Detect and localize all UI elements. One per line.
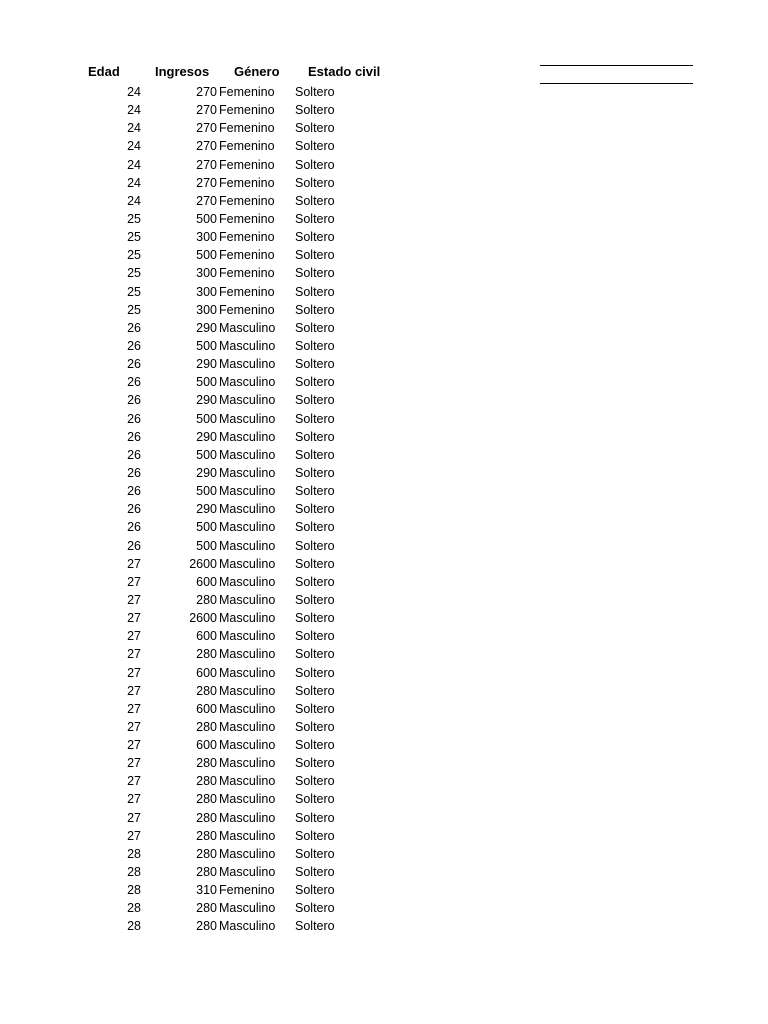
cell-ingresos[interactable]: 500 [196, 484, 217, 499]
cell-ingresos[interactable]: 310 [196, 883, 217, 898]
table-row [0, 863, 768, 881]
cell-genero[interactable]: Masculino [219, 865, 276, 880]
table-row [0, 827, 768, 845]
cell-genero[interactable]: Masculino [219, 901, 276, 916]
cell-edad[interactable]: 27 [127, 792, 141, 807]
cell-estado-civil[interactable]: Soltero [295, 502, 335, 517]
table-row [0, 518, 768, 536]
cell-estado-civil[interactable]: Soltero [295, 248, 335, 263]
cell-ingresos[interactable]: 300 [196, 284, 217, 299]
table-body [0, 83, 768, 936]
cell-edad[interactable]: 27 [127, 810, 141, 825]
cell-edad[interactable]: 27 [127, 665, 141, 680]
cell-edad[interactable]: 24 [127, 103, 141, 118]
cell-estado-civil[interactable]: Soltero [295, 465, 335, 480]
cell-edad[interactable]: 26 [127, 447, 141, 462]
cell-genero[interactable]: Masculino [219, 774, 276, 789]
cell-estado-civil[interactable]: Soltero [295, 865, 335, 880]
table-row [0, 337, 768, 355]
cell-estado-civil[interactable]: Soltero [295, 828, 335, 843]
table-row [0, 410, 768, 428]
cell-edad[interactable]: 28 [127, 919, 141, 934]
cell-ingresos[interactable]: 270 [196, 121, 217, 136]
cell-ingresos[interactable]: 280 [196, 828, 217, 843]
cell-ingresos[interactable]: 600 [196, 665, 217, 680]
cell-edad[interactable]: 25 [127, 284, 141, 299]
table-row [0, 373, 768, 391]
cell-edad[interactable]: 26 [127, 538, 141, 553]
cell-genero[interactable]: Masculino [219, 556, 276, 571]
cell-estado-civil[interactable]: Soltero [295, 901, 335, 916]
cell-ingresos[interactable]: 280 [196, 810, 217, 825]
cell-genero[interactable]: Masculino [219, 502, 276, 517]
cell-ingresos[interactable]: 500 [196, 211, 217, 226]
cell-genero[interactable]: Femenino [219, 139, 275, 154]
table-row [0, 391, 768, 409]
cell-estado-civil[interactable]: Soltero [295, 411, 335, 426]
cell-edad[interactable]: 27 [127, 592, 141, 607]
column-header-genero[interactable]: Género [234, 64, 280, 79]
table-row [0, 809, 768, 827]
cell-genero[interactable]: Masculino [219, 647, 276, 662]
cell-edad[interactable]: 25 [127, 211, 141, 226]
table-row [0, 192, 768, 210]
cell-ingresos[interactable]: 270 [196, 139, 217, 154]
cell-genero[interactable]: Femenino [219, 211, 275, 226]
cell-estado-civil[interactable]: Soltero [295, 230, 335, 245]
cell-estado-civil[interactable]: Soltero [295, 846, 335, 861]
table-row [0, 428, 768, 446]
cell-genero[interactable]: Masculino [219, 520, 276, 535]
cell-genero[interactable]: Masculino [219, 701, 276, 716]
cell-genero[interactable]: Masculino [219, 611, 276, 626]
cell-edad[interactable]: 26 [127, 338, 141, 353]
cell-genero[interactable]: Masculino [219, 629, 276, 644]
cell-estado-civil[interactable]: Soltero [295, 338, 335, 353]
cell-edad[interactable]: 26 [127, 393, 141, 408]
cell-edad[interactable]: 27 [127, 574, 141, 589]
cell-ingresos[interactable]: 280 [196, 846, 217, 861]
table-row [0, 754, 768, 772]
cell-edad[interactable]: 27 [127, 647, 141, 662]
cell-estado-civil[interactable]: Soltero [295, 883, 335, 898]
cell-ingresos[interactable]: 280 [196, 774, 217, 789]
cell-genero[interactable]: Masculino [219, 810, 276, 825]
cell-genero[interactable]: Femenino [219, 230, 275, 245]
cell-edad[interactable]: 24 [127, 85, 141, 99]
cell-edad[interactable]: 28 [127, 865, 141, 880]
cell-estado-civil[interactable]: Soltero [295, 85, 335, 99]
cell-edad[interactable]: 26 [127, 484, 141, 499]
cell-edad[interactable]: 27 [127, 774, 141, 789]
table-row [0, 917, 768, 935]
divider-line-top [540, 65, 693, 66]
cell-edad[interactable]: 27 [127, 629, 141, 644]
cell-edad[interactable]: 26 [127, 465, 141, 480]
cell-ingresos[interactable]: 280 [196, 719, 217, 734]
cell-edad[interactable]: 26 [127, 375, 141, 390]
table-header-row [0, 64, 768, 82]
table-row [0, 881, 768, 899]
cell-estado-civil[interactable]: Soltero [295, 756, 335, 771]
cell-genero[interactable]: Masculino [219, 738, 276, 753]
table-row [0, 156, 768, 174]
table-row [0, 772, 768, 790]
cell-estado-civil[interactable]: Soltero [295, 701, 335, 716]
cell-edad[interactable]: 28 [127, 846, 141, 861]
cell-estado-civil[interactable]: Soltero [295, 592, 335, 607]
table-row [0, 555, 768, 573]
cell-ingresos[interactable]: 280 [196, 792, 217, 807]
cell-ingresos[interactable]: 270 [196, 175, 217, 190]
table-row [0, 609, 768, 627]
cell-ingresos[interactable]: 600 [196, 629, 217, 644]
table-row [0, 573, 768, 591]
cell-edad[interactable]: 25 [127, 230, 141, 245]
cell-genero[interactable]: Masculino [219, 592, 276, 607]
column-header-ingresos[interactable]: Ingresos [155, 64, 210, 79]
cell-estado-civil[interactable]: Soltero [295, 683, 335, 698]
table-row [0, 899, 768, 917]
cell-ingresos[interactable]: 270 [196, 193, 217, 208]
cell-ingresos[interactable]: 500 [196, 338, 217, 353]
cell-edad[interactable]: 25 [127, 266, 141, 281]
cell-genero[interactable]: Masculino [219, 828, 276, 843]
cell-edad[interactable]: 26 [127, 429, 141, 444]
cell-ingresos[interactable]: 600 [196, 701, 217, 716]
cell-estado-civil[interactable]: Soltero [295, 266, 335, 281]
cell-genero[interactable]: Masculino [219, 429, 276, 444]
cell-edad[interactable]: 26 [127, 520, 141, 535]
cell-ingresos[interactable]: 280 [196, 919, 217, 934]
cell-genero[interactable]: Masculino [219, 338, 276, 353]
cell-estado-civil[interactable]: Soltero [295, 574, 335, 589]
cell-estado-civil[interactable]: Soltero [295, 665, 335, 680]
cell-estado-civil[interactable]: Soltero [295, 320, 335, 335]
cell-estado-civil[interactable]: Soltero [295, 792, 335, 807]
table-row [0, 736, 768, 754]
cell-estado-civil[interactable]: Soltero [295, 810, 335, 825]
table-row [0, 482, 768, 500]
table-row [0, 500, 768, 518]
cell-genero[interactable]: Masculino [219, 756, 276, 771]
cell-ingresos[interactable]: 280 [196, 901, 217, 916]
table-row [0, 174, 768, 192]
cell-genero[interactable]: Masculino [219, 792, 276, 807]
cell-estado-civil[interactable]: Soltero [295, 375, 335, 390]
cell-ingresos[interactable]: 280 [196, 683, 217, 698]
cell-genero[interactable]: Masculino [219, 484, 276, 499]
table-row [0, 210, 768, 228]
cell-estado-civil[interactable]: Soltero [295, 211, 335, 226]
cell-ingresos[interactable]: 500 [196, 538, 217, 553]
cell-genero[interactable]: Femenino [219, 284, 275, 299]
cell-ingresos[interactable]: 280 [196, 592, 217, 607]
cell-edad[interactable]: 25 [127, 302, 141, 317]
cell-edad[interactable]: 26 [127, 502, 141, 517]
table-row [0, 664, 768, 682]
cell-ingresos[interactable]: 600 [196, 574, 217, 589]
table-row [0, 790, 768, 808]
cell-ingresos[interactable]: 2600 [189, 556, 217, 571]
cell-genero[interactable]: Masculino [219, 393, 276, 408]
cell-estado-civil[interactable]: Soltero [295, 538, 335, 553]
cell-edad[interactable]: 26 [127, 357, 141, 372]
cell-ingresos[interactable]: 300 [196, 230, 217, 245]
cell-genero[interactable]: Masculino [219, 719, 276, 734]
cell-genero[interactable]: Masculino [219, 665, 276, 680]
cell-estado-civil[interactable]: Soltero [295, 284, 335, 299]
cell-estado-civil[interactable]: Soltero [295, 175, 335, 190]
table-row [0, 845, 768, 863]
cell-edad[interactable]: 27 [127, 828, 141, 843]
table-row [0, 645, 768, 663]
cell-estado-civil[interactable]: Soltero [295, 357, 335, 372]
cell-genero[interactable]: Masculino [219, 574, 276, 589]
table-row [0, 101, 768, 119]
cell-genero[interactable]: Masculino [219, 320, 276, 335]
cell-genero[interactable]: Masculino [219, 538, 276, 553]
column-header-estado-civil[interactable]: Estado civil [308, 64, 381, 79]
cell-edad[interactable]: 27 [127, 556, 141, 571]
cell-edad[interactable]: 26 [127, 320, 141, 335]
table-row [0, 246, 768, 264]
table-row [0, 700, 768, 718]
cell-ingresos[interactable]: 270 [196, 157, 217, 172]
cell-ingresos[interactable]: 270 [196, 103, 217, 118]
cell-genero[interactable]: Femenino [219, 175, 275, 190]
cell-genero[interactable]: Masculino [219, 357, 276, 372]
cell-estado-civil[interactable]: Soltero [295, 121, 335, 136]
cell-genero[interactable]: Femenino [219, 248, 275, 263]
cell-edad[interactable]: 27 [127, 738, 141, 753]
table-row [0, 301, 768, 319]
cell-ingresos[interactable]: 290 [196, 357, 217, 372]
cell-ingresos[interactable]: 290 [196, 429, 217, 444]
table-row [0, 537, 768, 555]
cell-genero[interactable]: Masculino [219, 465, 276, 480]
cell-genero[interactable]: Masculino [219, 447, 276, 462]
table-row [0, 446, 768, 464]
cell-ingresos[interactable]: 290 [196, 465, 217, 480]
cell-estado-civil[interactable]: Soltero [295, 103, 335, 118]
cell-ingresos[interactable]: 280 [196, 647, 217, 662]
cell-genero[interactable]: Masculino [219, 375, 276, 390]
cell-estado-civil[interactable]: Soltero [295, 774, 335, 789]
cell-estado-civil[interactable]: Soltero [295, 157, 335, 172]
cell-genero[interactable]: Femenino [219, 266, 275, 281]
cell-estado-civil[interactable]: Soltero [295, 919, 335, 934]
cell-edad[interactable]: 24 [127, 193, 141, 208]
table-row [0, 119, 768, 137]
table-row [0, 718, 768, 736]
cell-edad[interactable]: 27 [127, 611, 141, 626]
cell-ingresos[interactable]: 500 [196, 411, 217, 426]
cell-ingresos[interactable]: 290 [196, 393, 217, 408]
cell-genero[interactable]: Masculino [219, 683, 276, 698]
cell-edad[interactable]: 24 [127, 175, 141, 190]
table-row [0, 319, 768, 337]
cell-estado-civil[interactable]: Soltero [295, 719, 335, 734]
cell-genero[interactable]: Masculino [219, 846, 276, 861]
cell-genero[interactable]: Masculino [219, 919, 276, 934]
cell-edad[interactable]: 24 [127, 121, 141, 136]
cell-ingresos[interactable]: 500 [196, 520, 217, 535]
table-row [0, 264, 768, 282]
table-row [0, 627, 768, 645]
column-header-edad[interactable]: Edad [88, 64, 120, 79]
cell-edad[interactable]: 27 [127, 701, 141, 716]
cell-ingresos[interactable]: 280 [196, 756, 217, 771]
cell-edad[interactable]: 24 [127, 157, 141, 172]
cell-genero[interactable]: Femenino [219, 85, 275, 99]
cell-genero[interactable]: Masculino [219, 411, 276, 426]
table-row [0, 355, 768, 373]
cell-estado-civil[interactable]: Soltero [295, 429, 335, 444]
cell-estado-civil[interactable]: Soltero [295, 447, 335, 462]
cell-edad[interactable]: 27 [127, 719, 141, 734]
table-row [0, 464, 768, 482]
cell-ingresos[interactable]: 500 [196, 248, 217, 263]
cell-estado-civil[interactable]: Soltero [295, 629, 335, 644]
cell-genero[interactable]: Femenino [219, 883, 275, 898]
cell-estado-civil[interactable]: Soltero [295, 484, 335, 499]
cell-ingresos[interactable]: 300 [196, 266, 217, 281]
cell-edad[interactable]: 24 [127, 139, 141, 154]
cell-genero[interactable]: Femenino [219, 157, 275, 172]
cell-estado-civil[interactable]: Soltero [295, 520, 335, 535]
table-row [0, 283, 768, 301]
cell-ingresos[interactable]: 600 [196, 738, 217, 753]
cell-ingresos[interactable]: 500 [196, 447, 217, 462]
table-row [0, 83, 768, 101]
cell-estado-civil[interactable]: Soltero [295, 193, 335, 208]
table-row [0, 682, 768, 700]
cell-estado-civil[interactable]: Soltero [295, 302, 335, 317]
table-row [0, 591, 768, 609]
cell-ingresos[interactable]: 300 [196, 302, 217, 317]
cell-edad[interactable]: 27 [127, 756, 141, 771]
cell-edad[interactable]: 27 [127, 683, 141, 698]
cell-ingresos[interactable]: 500 [196, 375, 217, 390]
cell-edad[interactable]: 25 [127, 248, 141, 263]
cell-estado-civil[interactable]: Soltero [295, 611, 335, 626]
cell-edad[interactable]: 28 [127, 883, 141, 898]
cell-estado-civil[interactable]: Soltero [295, 647, 335, 662]
cell-genero[interactable]: Femenino [219, 121, 275, 136]
cell-ingresos[interactable]: 270 [196, 85, 217, 99]
cell-estado-civil[interactable]: Soltero [295, 393, 335, 408]
cell-estado-civil[interactable]: Soltero [295, 738, 335, 753]
cell-ingresos[interactable]: 280 [196, 865, 217, 880]
cell-ingresos[interactable]: 2600 [189, 611, 217, 626]
cell-edad[interactable]: 28 [127, 901, 141, 916]
cell-genero[interactable]: Femenino [219, 302, 275, 317]
cell-genero[interactable]: Femenino [219, 193, 275, 208]
cell-genero[interactable]: Femenino [219, 103, 275, 118]
table-row [0, 228, 768, 246]
cell-estado-civil[interactable]: Soltero [295, 556, 335, 571]
cell-estado-civil[interactable]: Soltero [295, 139, 335, 154]
cell-ingresos[interactable]: 290 [196, 320, 217, 335]
cell-edad[interactable]: 26 [127, 411, 141, 426]
cell-ingresos[interactable]: 290 [196, 502, 217, 517]
table-row [0, 137, 768, 155]
